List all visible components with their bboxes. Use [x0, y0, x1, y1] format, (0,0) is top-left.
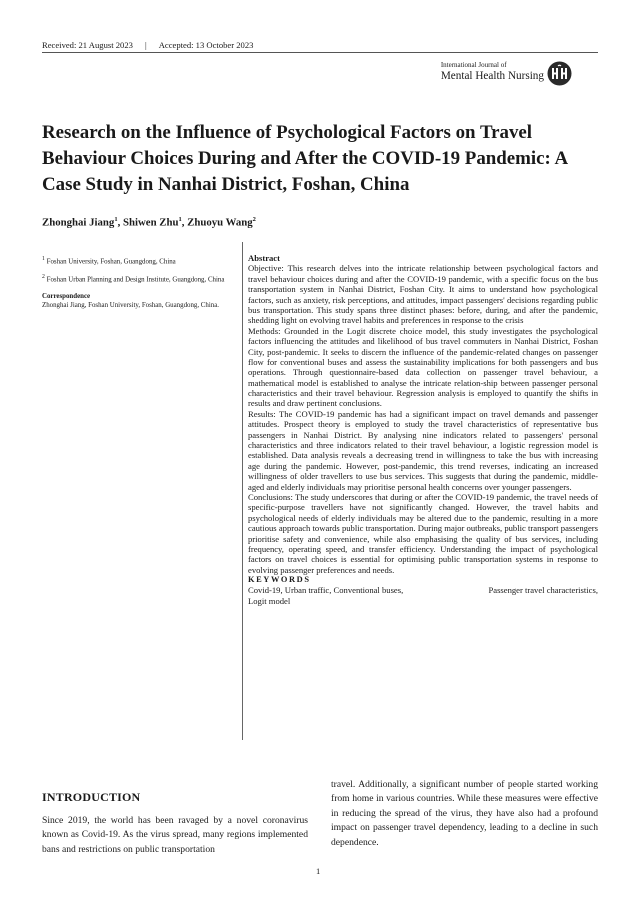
author-list: Zhonghai Jiang$^1$, Shiwen Zhu$^1$, Zhuoyu Wang$^2$: [42, 216, 256, 229]
keywords-line: [248, 585, 598, 595]
affiliation-item: [42, 274, 234, 285]
author-affiliation-marker: 1: [178, 216, 182, 223]
affiliations-panel: [42, 256, 234, 318]
affiliation-number: 1: [42, 256, 45, 262]
author-affiliation-marker: 2: [252, 216, 256, 223]
journal-name-line1: International Journal of: [440, 61, 507, 69]
accepted-date: Accepted: 13 October 2023: [158, 40, 254, 50]
introduction-heading: INTRODUCTION: [42, 790, 141, 804]
correspondence-text: Zhonghai Jiang, Foshan University, Foshan, Guangdong, China.: [42, 302, 219, 310]
author-name: Shiwen Zhu: [122, 216, 179, 229]
author-name: Zhonghai Jiang: [42, 216, 115, 229]
received-date: Received: 21 August 2023: [42, 40, 133, 50]
introduction-column-1: Since 2019, the world has been ravaged by a novel coronavirus known as Covid-19. As the virus spread, many regions implemented bans and restrictions on public transportation: [42, 815, 308, 855]
abstract-methods: Methods: Grounded in the Logit discrete choice model, this study investigates the psychological factors influencing the attitudes and likelihood of bus travel commuters in Nanhai District, Foshan City, post-pandemic. It seeks to discern the influence of the pandemic-related changes on passenger flow for conventional buses and assess the sustainability implications for both passengers and bus operations. Through questionnaire-based data collection on passenger travel behaviour, a mathematical model is established to analyse the intricate relation-ship between passenger personal characteristics and their travel behaviour. Regression analysis is employed to quantify the shifts in results and draw pertinent conclusions.: [248, 325, 598, 409]
keywords-part: Logit model: [248, 595, 291, 606]
abstract-conclusions: Conclusions: The study underscores that during or after the COVID-19 pandemic, the travel needs of specific-purpose travellers have not significantly changed. However, the travel habits and psychological needs of elderly individuals may be altered due to the pandemic, resulting in a more cautious approach towards public transportation. During major outbreaks, public transport passengers prioritise safety and convenience, while also emphasising the quality of bus services, including frequency, operating speed, and transfer efficiency. Understanding the impact of psychological factors on travel choices is essential for optimising public transportation systems in response to evolving passenger preferences and needs.: [248, 491, 598, 575]
abstract-section: [248, 253, 598, 606]
correspondence-heading: Correspondence: [42, 292, 91, 300]
date-separator: |: [144, 40, 147, 50]
author-name: Zhuoyu Wang: [187, 216, 253, 229]
article-dates: [42, 40, 253, 50]
journal-emblem-icon: [547, 61, 572, 86]
affiliation-text: Foshan Urban Planning and Design Institute, Guangdong, China: [46, 276, 225, 284]
keywords-heading: KEYWORDS: [248, 575, 311, 585]
affiliation-number: 2: [42, 273, 45, 280]
affiliation-item: [42, 256, 234, 267]
keywords-part: Passenger travel characteristics,: [488, 585, 598, 596]
header-rule: [42, 52, 598, 53]
journal-name: [441, 62, 544, 82]
affiliation-text: Foshan University, Foshan, Guangdong, China: [46, 258, 176, 266]
abstract-objective: Objective: This research delves into the intricate relationship between psychological factors and travel behaviour choices during and after the COVID-19 pandemic, with a specific focus on the bus transportation system in Nanhai District, Foshan City. It aims to understand how psychological factors, such as anxiety, risk perceptions, and attitudes, impact passengers' decisions regarding public bus transportation. This study spans three distinct phases: before, during, and after the pandemic, shedding light on evolving travel habits and preferences in response to the crisis: [248, 263, 598, 326]
page-number: 1: [316, 866, 321, 876]
author-affiliation-marker: 1: [114, 216, 118, 223]
journal-name-line2: Mental Health Nursing: [440, 69, 544, 82]
column-divider: [242, 242, 243, 740]
abstract-heading: Abstract: [248, 253, 280, 263]
abstract-results: Results: The COVID-19 pandemic has had a significant impact on travel demands and passenger attitudes. Prospect theory is employed to study the travel characteristics of representative bus passengers in Nanhai District. By analysing nine indicators related to passengers' personal characteristics and three indicators related to their travel behaviour, a logistic regression model is established. Data analysis reveals a decreasing trend in willingness to take the bus with increasing age during the pandemic. However, post-pandemic, this trend reverses, indicating an increased willingness of older travellers to use bus services. This suggests that during the pandemic, middle-aged and elderly individuals may prioritise personal health concerns over younger passengers.: [248, 408, 598, 492]
keywords-part: Covid-19, Urban traffic, Conventional buses,: [248, 585, 404, 596]
article-title: Research on the Influence of Psychological Factors on Travel Behaviour Choices During and After the COVID-19 Pandemic: A Case Study in Nanhai District, Foshan, China: [42, 122, 568, 196]
introduction-column-2: travel. Additionally, a significant number of people started working from home in various countries. While these measures were effective in reducing the spread of the virus, they have also had a profound impact on passenger travel dependency, leading to a decline in such dependence.: [331, 779, 598, 848]
